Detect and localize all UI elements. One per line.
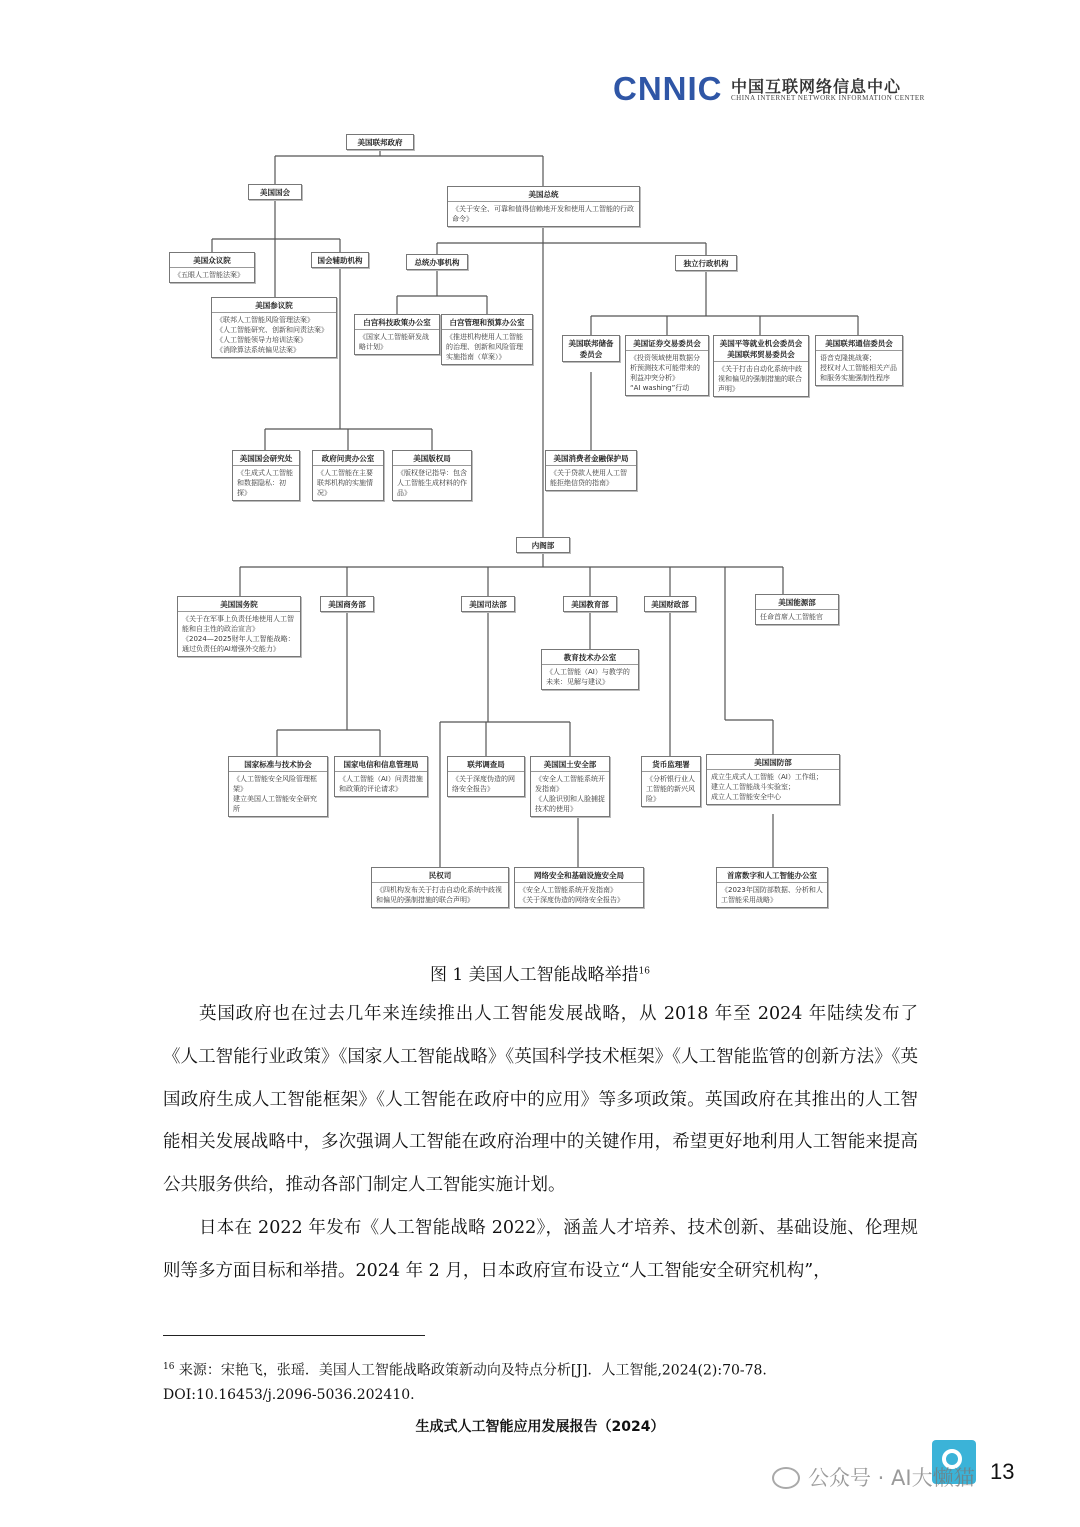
node-eeoc-ftc — [713, 335, 809, 397]
node-fcc — [815, 335, 903, 386]
node-title: 国家电信和信息管理局 — [335, 757, 427, 772]
node-nist — [228, 756, 328, 817]
report-footer-title: 生成式人工智能应用发展报告（2024） — [415, 1419, 665, 1435]
node-dhs — [530, 756, 610, 817]
footnote-divider — [163, 1335, 425, 1336]
footnote-text: 来源：宋艳飞，张瑶．美国人工智能战略政策新动向及特点分析[J]．人工智能,2024(2):70-78. DOI:10.16453/j.2096-5036.202410. — [163, 1362, 767, 1403]
node-title: 教育技术办公室 — [542, 650, 638, 665]
footnote-number: 16 — [163, 1362, 175, 1372]
node-title: 美国国防部 — [707, 755, 839, 770]
node-body: 语音克隆挑战赛； 授权对人工智能相关产品和服务实施强制性程序 — [820, 354, 897, 382]
node-title: 美国消费者金融保护局 — [546, 451, 636, 466]
node-fbi — [447, 756, 525, 797]
node-title: 内阁部 — [531, 541, 555, 550]
node-title: 总统办事机构 — [414, 258, 460, 267]
node-body: 《版权登记指导：包含人工智能生成材料的作品》 — [397, 469, 467, 497]
node-body: 《安全人工智能系统开发指南》 《关于深度伪造的网络安全报告》 — [519, 886, 624, 904]
node-cabinet — [516, 537, 570, 553]
node-exec-office — [406, 254, 468, 270]
footnote-reference: 16 — [638, 966, 651, 977]
node-title: 美国国会研究处 — [233, 451, 299, 466]
node-title: 美国能源部 — [756, 595, 838, 610]
node-title: 美国众议院 — [170, 253, 254, 268]
node-title: 美国商务部 — [328, 600, 366, 609]
node-title: 国会辅助机构 — [317, 256, 363, 265]
node-education-dept — [563, 596, 617, 612]
node-body: 《2023年国防部数据、分析和人工智能采用战略》 — [721, 886, 823, 904]
page-number: 13 — [990, 1459, 1015, 1484]
node-federal-government — [346, 134, 414, 150]
node-body: 《国家人工智能研发战略计划》 — [359, 333, 429, 351]
node-title: 美国版权局 — [393, 451, 471, 466]
node-sec — [625, 335, 709, 396]
node-title: 美国平等就业机会委员会 美国联邦贸易委员会 — [714, 336, 808, 362]
node-body: 《联邦人工智能风险管理法案》 《人工智能研究、创新和问责法案》 《人工智能领导力培训法案》 《消除算法系统偏见法案》 — [216, 316, 328, 354]
node-treasury-dept — [644, 596, 696, 612]
node-ostp — [354, 314, 440, 355]
node-title: 联邦调查局 — [448, 757, 524, 772]
node-body: 《关于深度伪造的网络安全报告》 — [452, 775, 515, 793]
node-title: 白宫科技政策办公室 — [355, 315, 439, 330]
logo-mark: CNNIC — [613, 70, 723, 107]
node-gao — [312, 450, 384, 501]
node-title: 政府问责办公室 — [313, 451, 383, 466]
node-body: 《生成式人工智能和数据隐私：初探》 — [237, 469, 293, 497]
node-title: 美国证券交易委员会 — [626, 336, 708, 351]
node-state-dept — [177, 596, 301, 657]
node-body: 《关于在军事上负责任地使用人工智能和自主性的政治宣言》 《2024—2025财年人工智能战略：通过负责任的AI增强外交能力》 — [182, 615, 295, 653]
node-title: 美国教育部 — [571, 600, 609, 609]
node-title: 美国国务院 — [178, 597, 300, 612]
node-body: 《投资领域使用数据分析预测技术可能带来的利益冲突分析》 “AI washing”行动 — [630, 354, 700, 392]
node-congress-aux — [311, 252, 369, 268]
node-title: 美国国会 — [260, 188, 290, 197]
node-ntia — [334, 756, 428, 797]
node-title: 美国联邦政府 — [357, 138, 403, 147]
node-house — [169, 252, 255, 283]
node-title: 美国联邦储备委员会 — [568, 339, 614, 359]
node-body: 《人工智能（AI）与教学的未来：见解与建议》 — [546, 668, 630, 686]
node-cfpb — [545, 450, 637, 491]
node-title: 美国参议院 — [212, 298, 336, 313]
node-body: 任命首席人工智能官 — [760, 613, 823, 621]
node-civil-rights-division — [371, 867, 509, 908]
node-cdao — [716, 867, 828, 908]
node-title: 货币监理署 — [642, 757, 700, 772]
node-justice-dept — [461, 596, 515, 612]
node-cisa — [514, 867, 644, 908]
logo-cn-name: 中国互联网络信息中心 — [731, 77, 902, 96]
wechat-icon — [772, 1467, 800, 1489]
cnnic-logo — [613, 72, 923, 106]
paragraph-uk: 英国政府也在过去几年来连续推出人工智能发展战略，从 2018 年至 2024 年陆续发布了《人工智能行业政策》《国家人工智能战略》《英国科学技术框架》《人工智能监管的创新方法》《英国政府生成人工智能框架》《人工智能在政府中的应用》等多项政策。英国政府在其推出的人工智能相关发展战略中，多次强调人工智能在政府治理中的关键作用，希望更好地利用人工智能来提高公共服务供给，推动各部门制定人工智能实施计划。 — [163, 1004, 918, 1196]
node-title: 美国司法部 — [469, 600, 507, 609]
node-energy-dept — [755, 594, 839, 625]
node-body: 《关于打击自动化系统中歧视和偏见的强制措施的联合声明》 — [718, 365, 802, 393]
node-body: 《人工智能（AI）问责措施和政策的评论请求》 — [339, 775, 423, 793]
node-omb — [441, 314, 533, 365]
node-occ — [641, 756, 701, 807]
paragraph-japan: 日本在 2022 年发布《人工智能战略 2022》，涵盖人才培养、技术创新、基础设施、伦理规则等多方面目标和举措。2024 年 2 月，日本政府宣布设立“人工智能安全研究机构”， — [163, 1218, 918, 1281]
node-body: 《人工智能在主要联邦机构的实施情况》 — [317, 469, 373, 497]
node-body: 《五眼人工智能法案》 — [174, 271, 244, 279]
node-defense-dept — [706, 754, 840, 805]
node-body: 《分析银行业人工智能的新兴风险》 — [646, 775, 695, 803]
node-body: 《推进机构使用人工智能的治理、创新和风险管理实施指南（草案）》 — [446, 333, 523, 361]
node-crs — [232, 450, 300, 501]
node-title: 美国国土安全部 — [531, 757, 609, 772]
node-edtech-office — [541, 649, 639, 690]
node-president — [447, 186, 640, 227]
node-body: 《关于安全、可靠和值得信赖地开发和使用人工智能的行政命令》 — [452, 205, 634, 223]
node-federal-reserve — [562, 335, 620, 362]
node-title: 首席数字和人工智能办公室 — [717, 868, 827, 883]
node-body: 《人工智能安全风险管理框架》 建立美国人工智能安全研究所 — [233, 775, 317, 813]
footnote — [163, 1355, 918, 1407]
node-title: 美国总统 — [448, 187, 639, 202]
watermark-text: 公众号 · AI大懒猫 — [808, 1466, 975, 1490]
node-title: 独立行政机构 — [683, 259, 729, 268]
figure-caption — [0, 960, 1080, 985]
node-body: 《安全人工智能系统开发指南》 《人脸识别和人脸捕捉技术的使用》 — [535, 775, 605, 813]
node-title: 国家标准与技术协会 — [229, 757, 327, 772]
node-title: 白宫管理和预算办公室 — [442, 315, 532, 330]
watermark — [772, 1462, 975, 1492]
node-independent-agencies — [675, 255, 737, 271]
node-body: 成立生成式人工智能（AI）工作组； 建立人工智能战斗实验室； 成立人工智能安全中心 — [711, 773, 823, 801]
node-title: 民权司 — [372, 868, 508, 883]
node-body: 《关于贷款人使用人工智能拒绝信贷的指南》 — [550, 469, 627, 487]
logo-en-name: CHINA INTERNET NETWORK INFORMATION CENTER — [731, 94, 925, 102]
node-commerce-dept — [320, 596, 374, 612]
node-title: 美国联邦通信委员会 — [816, 336, 902, 351]
node-copyright-office — [392, 450, 472, 501]
figure-caption-label: 图 1 美国人工智能战略举措 — [429, 965, 639, 985]
node-congress — [248, 184, 302, 200]
node-senate — [211, 297, 337, 358]
node-title: 网络安全和基础设施安全局 — [515, 868, 643, 883]
node-title: 美国财政部 — [651, 600, 689, 609]
node-body: 《四机构发布关于打击自动化系统中歧视和偏见的强制措施的联合声明》 — [376, 886, 502, 904]
